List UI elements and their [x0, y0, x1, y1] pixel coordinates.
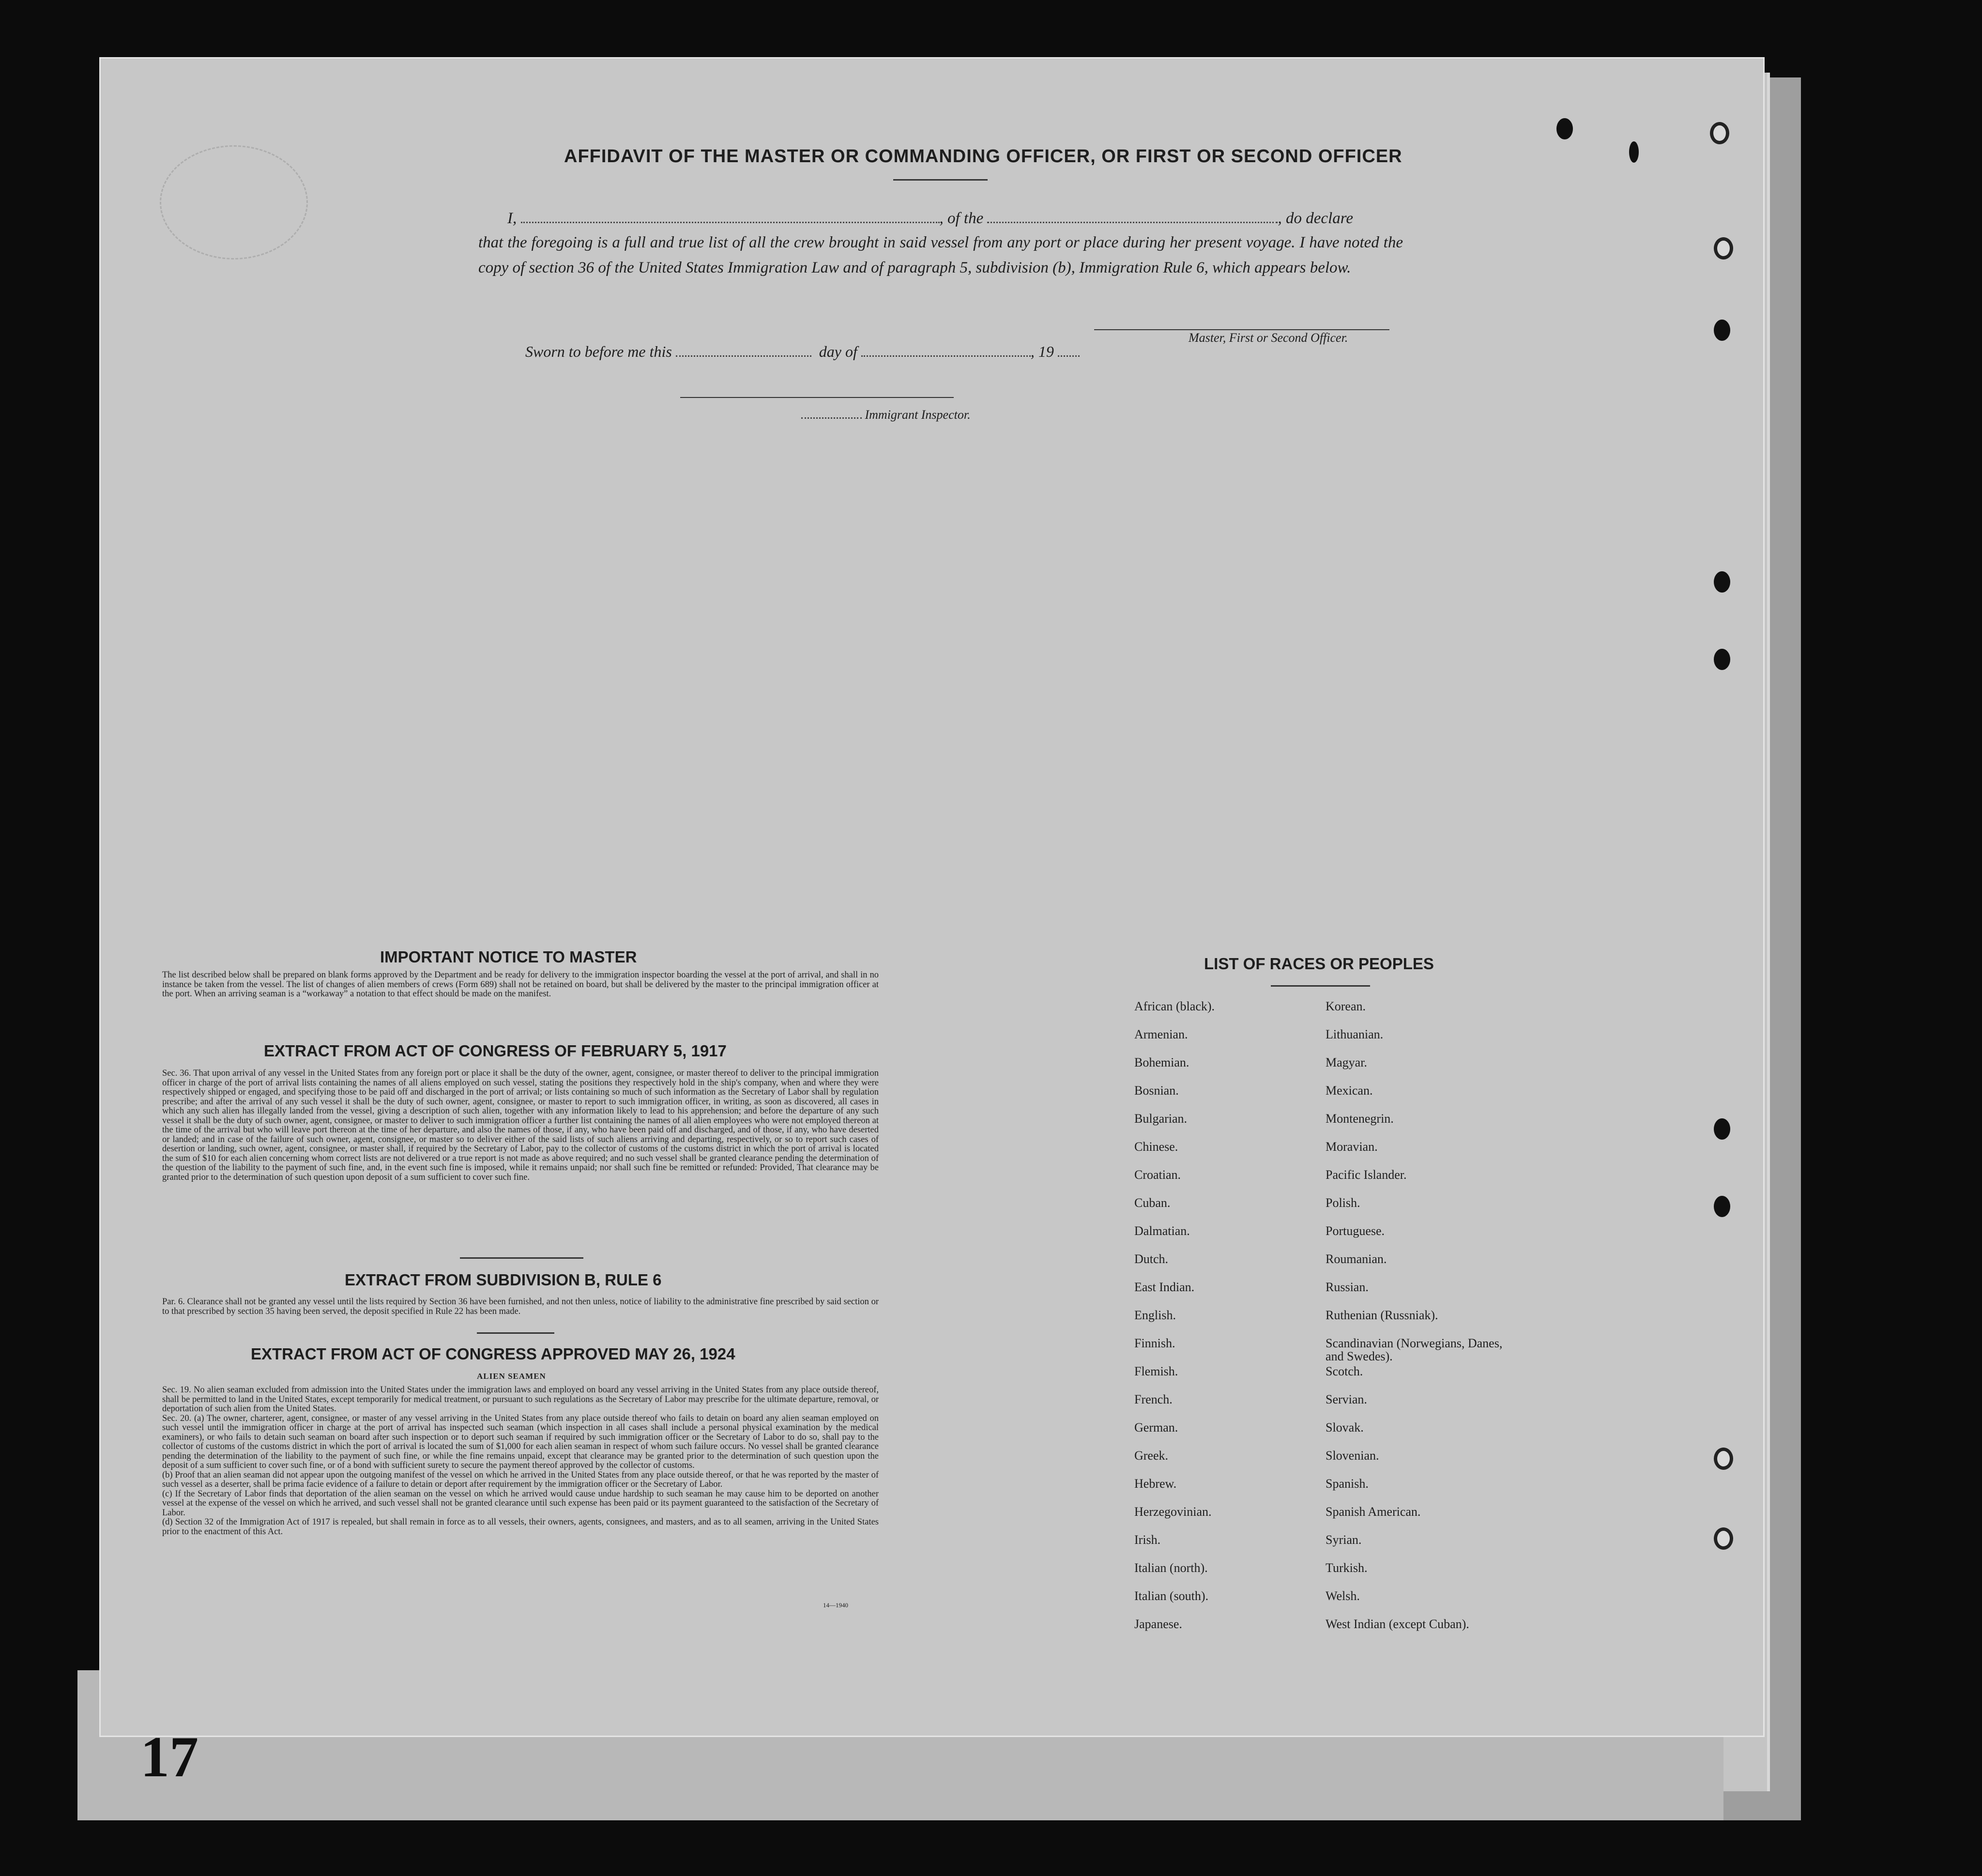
race-item: Russian.: [1326, 1280, 1369, 1294]
race-item: Italian (south).: [1134, 1589, 1209, 1603]
day-of-label: day of: [819, 343, 857, 360]
title-rule: [893, 179, 988, 181]
race-item: Korean.: [1326, 999, 1366, 1013]
declaration-line: [478, 206, 1403, 231]
sworn-month-field[interactable]: [861, 346, 1031, 357]
race-item: Scotch.: [1326, 1364, 1363, 1378]
name-field[interactable]: [521, 212, 940, 223]
race-item: Cuban.: [1134, 1196, 1171, 1210]
races-title: LIST OF RACES OR PEOPLES: [1204, 955, 1434, 973]
race-item: Moravian.: [1326, 1140, 1378, 1154]
binder-hole: [1714, 1527, 1733, 1550]
binder-hole: [1710, 122, 1729, 144]
race-item: West Indian (except Cuban).: [1326, 1617, 1469, 1631]
section-rule: [460, 1257, 583, 1259]
binder-hole: [1714, 1448, 1733, 1470]
race-item: Polish.: [1326, 1196, 1360, 1210]
sec20c-text: (c) If the Secretary of Labor finds that deportation of the alien seaman on the vessel on which he arrived would cause undue hardship to such seaman he may cause him to be deported on another vessel at the expense of the vessel on which he arrived, and such vessel shall not be granted clearance until such expense has been paid or its payment guaranteed to the satisfaction of the Secretary of Labor.: [162, 1489, 879, 1518]
race-item: East Indian.: [1134, 1280, 1195, 1294]
race-item: French.: [1134, 1392, 1173, 1406]
extract-rule6-title: EXTRACT FROM SUBDIVISION B, RULE 6: [345, 1271, 662, 1289]
race-item: Irish.: [1134, 1533, 1161, 1547]
sworn-label: Sworn to before me this: [525, 343, 672, 360]
seal-stamp: [160, 145, 308, 259]
vessel-field[interactable]: [987, 212, 1278, 223]
race-item: Roumanian.: [1326, 1252, 1387, 1266]
race-item: Dutch.: [1134, 1252, 1169, 1266]
race-item: Syrian.: [1326, 1533, 1362, 1547]
race-item: Flemish.: [1134, 1364, 1178, 1378]
race-item: Chinese.: [1134, 1140, 1178, 1154]
form-code: 14—1940: [823, 1601, 848, 1609]
i-label: I,: [507, 210, 517, 227]
race-item: Bohemian.: [1134, 1055, 1189, 1069]
race-item: Dalmatian.: [1134, 1224, 1190, 1238]
year-label: , 19: [1030, 343, 1054, 360]
inspector-caption: Immigrant Inspector.: [865, 408, 971, 422]
of-the-label: , of the: [939, 210, 984, 227]
race-item: Slovak.: [1326, 1420, 1364, 1434]
extract-1917-title: EXTRACT FROM ACT OF CONGRESS OF FEBRUARY 5, 1917: [264, 1042, 727, 1060]
race-item: Hebrew.: [1134, 1477, 1177, 1491]
sworn-day-field[interactable]: [676, 346, 811, 357]
race-item: Herzegovinian.: [1134, 1505, 1212, 1519]
race-item: Montenegrin.: [1326, 1112, 1394, 1126]
extract-1924-title: EXTRACT FROM ACT OF CONGRESS APPROVED MAY 26, 1924: [251, 1345, 735, 1363]
race-item: African (black).: [1134, 999, 1215, 1013]
race-item: Spanish.: [1326, 1477, 1369, 1491]
sworn-line: [525, 343, 1080, 361]
race-item: Italian (north).: [1134, 1561, 1208, 1575]
inspector-field[interactable]: [801, 412, 862, 419]
race-item: Bulgarian.: [1134, 1112, 1188, 1126]
binder-hole: [1714, 1118, 1730, 1140]
sworn-year-field[interactable]: [1058, 346, 1080, 357]
extract-rule6-text: Par. 6. Clearance shall not be granted any vessel until the lists required by Section 36 have been furnished, and not then unless, notice of liability to the administrative fine prescribed by said section or to that prescribed by section 35 having been served, the deposit specified in Rule 22 has been made.: [162, 1297, 879, 1316]
page-number: 17: [140, 1724, 198, 1789]
race-item: Armenian.: [1134, 1027, 1188, 1041]
declaration-text: that the foregoing is a full and true list of all the crew brought in said vessel from any port or place during her present voyage. I have noted the copy of section 36 of the United States Immigration Law and of paragraph 5, subdivision (b), Immigration Rule 6, which appears below.: [478, 234, 1403, 276]
race-item: Portuguese.: [1326, 1224, 1385, 1238]
notice-text: The list described below shall be prepared on blank forms approved by the Department and be ready for delivery to the immigration inspector boarding the vessel at the port of arrival, and shall in no instance be taken from the vessel. The list of changes of alien members of crews (Form 689) shall not be retained on board, but shall be delivered by the master to the principal immigration officer at the port. When an arriving seaman is a “workaway” a notation to that effect should be made on the manifest.: [162, 970, 879, 999]
master-caption: Master, First or Second Officer.: [1189, 331, 1348, 345]
race-item: Japanese.: [1134, 1617, 1182, 1631]
binder-hole: [1714, 649, 1730, 670]
race-item: German.: [1134, 1420, 1178, 1434]
race-item: Ruthenian (Russniak).: [1326, 1308, 1438, 1322]
race-item: Pacific Islander.: [1326, 1168, 1407, 1182]
race-item: Mexican.: [1326, 1083, 1373, 1098]
race-item: Spanish American.: [1326, 1505, 1421, 1519]
race-item: Welsh.: [1326, 1589, 1360, 1603]
signature-line: [1094, 329, 1389, 330]
declaration-block: [478, 206, 1403, 280]
race-item: Lithuanian.: [1326, 1027, 1384, 1041]
extract-1917-text: Sec. 36. That upon arrival of any vessel in the United States from any foreign port or place it shall be the duty of the owner, agent, consignee, or master thereof to deliver to the principal immigration officer in charge of the port of arrival lists containing the names of all aliens employed on such vessel, stating the positions they respectively hold in the ship's company, when and where they were respectively shipped or engaged, and specifying those to be paid off and discharged in the port of arrival; or lists containing so much of such information as the Secretary of Labor shall by regulation prescribe; and after the arrival of any such vessel it shall be the duty of such owner, agent, consignee, or master to report to such immigration officer, in writing, as soon as discovered, all cases in which any such alien has illegally landed from the vessel, giving a description of such alien, together with any information likely to lead to his apprehension; and before the departure of any such vessel it shall be the duty of such owner, agent, consignee, or master to deliver to such immigration officer a further list containing the names of all alien employees who were not employed thereon at the time of the arrival but who will leave port thereon at the time of her departure, and also the names of those, if any, who have been paid off and discharged, and of those, if any, who have deserted or landed; and in case of the failure of such owner, agent, consignee, or master so to deliver either of the said lists of such aliens arriving and departing, respectively, or so to report such cases of desertion or landing, such owner, agent, consignee, or master shall, if required by the Secretary of Labor, pay to the collector of customs of the customs district in which the port of arrival is located the sum of $10 for each alien concerning whom correct lists are not delivered or a true report is not made as above required; and no such vessel shall be granted clearance pending the determination of the question of the liability to the payment of such fine, and, in the event such fine is imposed, while it remains unpaid; nor shall such fine be remitted or refunded: Provided, That clearance may be granted prior to the determination of such question upon deposit of a sum sufficient to cover such fine.: [162, 1068, 879, 1182]
race-item: Slovenian.: [1326, 1449, 1379, 1463]
sec20b-text: (b) Proof that an alien seaman did not appear upon the outgoing manifest of the vessel on which he arrived in the United States from any place outside thereof, or that he was reported by the master of such vessel as a deserter, shall be prima facie evidence of a failure to detain or deport after requirement by the immigration officer or the Secretary of Labor.: [162, 1470, 879, 1489]
sec20a-text: Sec. 20. (a) The owner, charterer, agent, consignee, or master of any vessel arriving in the United States from any place outside thereof who fails to detain on board any alien seaman employed on such vessel until the immigration officer in charge at the port of arrival has inspected such seaman (which inspection in all cases shall include a personal physical examination by the medical examiners), or who fails to detain such seaman on board after such inspection or to deport such seaman if required by such immigration officer or the Secretary of Labor to do so, shall pay to the collector of customs of the customs district in which the port of arrival is located the sum of $1,000 for each alien seaman in respect of whom such failure occurs. No vessel shall be granted clearance pending the determination of the liability to the payment of such fine, or while the fine remains unpaid, except that clearance may be granted prior to the determination of such question upon the deposit of a sum sufficient to cover such fine, or of a bond with sufficient surety to secure the payment thereof approved by the collector of customs.: [162, 1413, 879, 1470]
binder-hole: [1714, 1196, 1730, 1217]
binder-hole: [1714, 571, 1730, 593]
notice-title: IMPORTANT NOTICE TO MASTER: [380, 948, 637, 966]
races-title-rule: [1271, 985, 1370, 987]
inspector-line: [801, 408, 971, 422]
binder-hole: [1714, 320, 1730, 341]
race-item: Servian.: [1326, 1392, 1367, 1406]
binder-hole: [1629, 141, 1639, 163]
sec20d-text: (d) Section 32 of the Immigration Act of 1917 is repealed, but shall remain in force as to all vessels, their owners, agents, consignees, and masters, and as to all seamen, arriving in the United States prior to the enactment of this Act.: [162, 1517, 879, 1537]
section-rule: [477, 1332, 554, 1334]
binder-hole: [1556, 118, 1573, 139]
race-item: Turkish.: [1326, 1561, 1368, 1575]
race-item: Magyar.: [1326, 1055, 1367, 1069]
race-item: Greek.: [1134, 1449, 1169, 1463]
race-item: Croatian.: [1134, 1168, 1181, 1182]
affidavit-title: AFFIDAVIT OF THE MASTER OR COMMANDING OFFICER, OR FIRST OR SECOND OFFICER: [564, 146, 1403, 167]
inspector-signature-line: [680, 397, 954, 398]
race-item: English.: [1134, 1308, 1176, 1322]
race-item: Scandinavian (Norwegians, Danes, and Swedes).: [1326, 1336, 1503, 1363]
alien-seamen-heading: ALIEN SEAMEN: [477, 1372, 546, 1381]
do-declare-label: , do declare: [1278, 210, 1353, 227]
race-item: Bosnian.: [1134, 1083, 1179, 1098]
sec19-text: Sec. 19. No alien seaman excluded from admission into the United States under the immigration laws and employed on board any vessel arriving in the United States from any place outside thereof, shall be permitted to land in the United States, except temporarily for medical treatment, or pursuant to such regulations as the Secretary of Labor may prescribe for the ultimate departure, removal, or deportation of such alien from the United States.: [162, 1385, 879, 1414]
binder-hole: [1714, 237, 1733, 259]
extract-1924-text: [162, 1386, 879, 1537]
race-item: Finnish.: [1134, 1336, 1175, 1350]
